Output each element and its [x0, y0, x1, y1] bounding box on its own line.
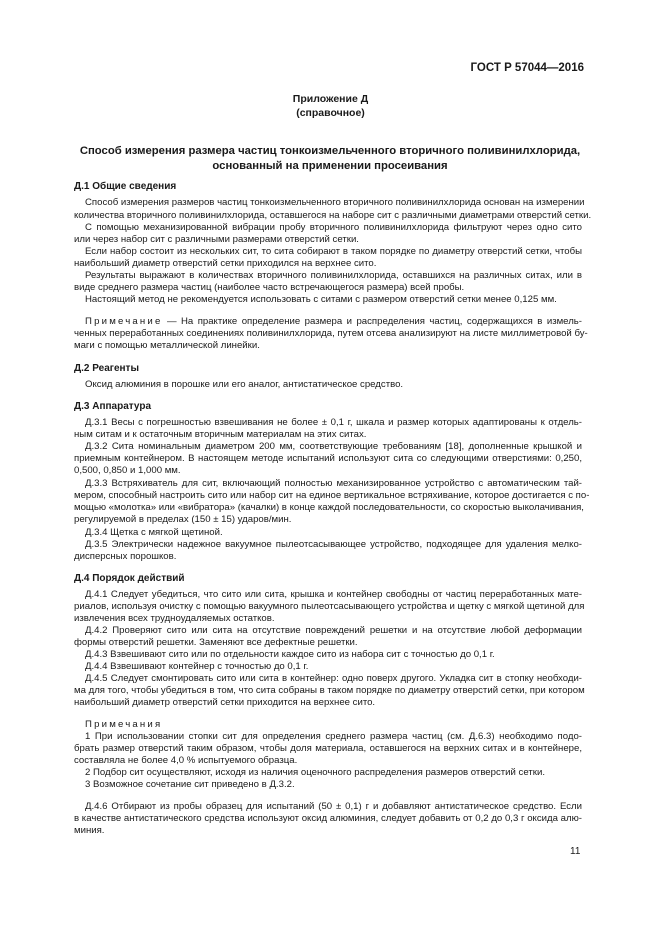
paragraph-line: 0,500, 0,850 и 1,000 мм. [74, 465, 181, 476]
note-line: ченных переработанных соединениях поливинилхлорида, путем отсева анализируют на листе миллиметровой бу- [74, 328, 588, 339]
paragraph-line: Д.4.6 Отбирают из пробы образец для испытаний (50 ± 0,1) г и добавляют антистатическое средство. Если [85, 801, 582, 812]
annex-type: (справочное) [296, 107, 365, 119]
paragraph-line: Д.4.4 Взвешивают контейнер с точностью до 0,1 г. [85, 661, 309, 672]
paragraph-line: Настоящий метод не рекомендуется использовать с ситами с размером отверстий сетки менее 0,125 мм. [85, 294, 557, 305]
note-line: 2 Подбор сит осуществляют, исходя из наличия оценочного распределения размеров отверстий сетки. [85, 767, 545, 778]
paragraph-line: мощью «молотка» или «вибратора» (качалки) в конце каждой последовательности, со скоростью выколачивания, [74, 502, 584, 513]
paragraph-line: Оксид алюминия в порошке или его аналог, антистатическое средство. [85, 379, 404, 390]
section-heading-d1: Д.1 Общие сведения [74, 181, 177, 192]
paragraph-line: мером, способный настроить сито или набор сит на единое вертикальное встряхивание, которое достигается с по- [74, 490, 590, 501]
paragraph-line: регулируемой в пределах (150 ± 15) ударов/мин. [74, 514, 292, 525]
note-label: Примечание [85, 316, 163, 327]
standard-number: ГОСТ Р 57044—2016 [470, 62, 584, 74]
page-number: 11 [570, 846, 581, 857]
paragraph-line: Д.3.5 Электрически надежное вакуумное пылеотсасывающее устройство, подходящее для удаления мелко- [85, 539, 582, 550]
notes-label: Примечания [85, 719, 163, 730]
paragraph-line: Результаты выражают в количествах вторичного поливинилхлорида, оставшихся на различных ситах, или в [85, 270, 582, 281]
paragraph-line: дисперсных порошков. [74, 551, 177, 562]
paragraph-line: Д.4.5 Следует смонтировать сито или сита в контейнер: одно поверх другого. Укладка сит в стопку необходи- [85, 673, 582, 684]
paragraph-line: наибольший диаметр отверстий сетки приходится на верхнее сито. [74, 697, 376, 708]
note-line: брать размер отверстий таким образом, чтобы доля материала, оставшегося на верхних ситах и в контейнере, [74, 743, 582, 754]
section-heading-d2: Д.2 Реагенты [74, 363, 139, 374]
paragraph-line: Способ измерения размеров частиц тонкоизмельченного вторичного поливинилхлорида основан на измерении [85, 197, 585, 208]
paragraph-line: извлечения всех трудноудаляемых остатков. [74, 613, 275, 624]
note-line: маги с помощью металлической линейки. [74, 340, 260, 351]
paragraph-line: Д.4.3 Взвешивают сито или по отдельности каждое сито из набора сит с точностью до 0,1 г. [85, 649, 495, 660]
note-line: 1 При использовании стопки сит для определения среднего размера частиц (см. Д.6.3) необходимо подо- [85, 731, 582, 742]
paragraph-line: приемным контейнером. В настоящем методе испытаний используют сита со следующими отверстиями: 0,250, [74, 453, 582, 464]
paragraph-line: ма для того, чтобы убедиться в том, что сита собраны в таком порядке по диаметру отверстий сетки, при котором [74, 685, 585, 696]
annex-title: Приложение Д [292, 93, 369, 105]
paragraph-line: или через набор сит с различными размерами отверстий сетки. [74, 234, 359, 245]
section-heading-d4: Д.4 Порядок действий [74, 573, 185, 584]
note-line [74, 316, 582, 328]
paragraph-line: виде среднего размера частиц (наиболее часто встречающегося размера) всей пробы. [74, 282, 465, 293]
document-title-line-2: основанный на применении просеивания [212, 160, 448, 172]
paragraph-line: Д.4.2 Проверяют сито или сита на отсутствие повреждений решетки и на отсутствие любой деформации [85, 625, 582, 636]
paragraph-line: формы отверстий решетки. Заменяют все дефектные решетки. [74, 637, 358, 648]
paragraph-line: Д.4.1 Следует убедиться, что сито или сита, крышка и контейнер свободны от частиц переработанных мате- [85, 589, 582, 600]
section-heading-d3: Д.3 Аппаратура [74, 401, 152, 412]
note-text: — На практике определение размера и распределения частиц, содержащихся в измель- [162, 316, 582, 327]
paragraph-line: наибольший диаметр отверстий сетки приходился на верхнее сито. [74, 258, 377, 269]
document-title-line-1: Способ измерения размера частиц тонкоизмельченного вторичного поливинилхлорида, [79, 145, 581, 157]
paragraph-line: Д.3.1 Весы с погрешностью взвешивания не более ± 0,1 г, шкала и размер которых адаптированы к отдель- [85, 417, 582, 428]
paragraph-line: ным ситам и к остаточным вторичным материалам на этих ситах. [74, 429, 367, 440]
note-line: 3 Возможное сочетание сит приведено в Д.3.2. [85, 779, 295, 790]
note-line: составляла не более 4,0 % испытуемого образца. [74, 755, 298, 766]
paragraph-line: риалов, используя очистку с помощью вакуумного пылеотсасывающего устройства и щетку с мягкой щетиной для [74, 601, 585, 612]
paragraph-line: Д.3.3 Встряхиватель для сит, включающий полностью механизированное устройство с автоматическим тай- [85, 478, 582, 489]
paragraph-line: Если набор состоит из нескольких сит, то сита собирают в таком порядке по диаметру отверстий сетки, чтобы [85, 246, 582, 257]
paragraph-line: Д.3.2 Сита номинальным диаметром 200 мм, соответствующие требованиям [18], дополненные крышкой и [85, 441, 582, 452]
paragraph-line: в качестве антистатического средства используют оксид алюминия, следует добавить от 0,2 до 0,3 г оксида алю- [74, 813, 582, 824]
paragraph-line: количества вторичного поливинилхлорида, оставшегося на наборе сит с различными диаметрами отверстий сетки. [74, 210, 592, 221]
paragraph-line: Д.3.4 Щетка с мягкой щетиной. [85, 527, 223, 538]
paragraph-line: С помощью механизированной вибрации пробу вторичного поливинилхлорида фильтруют через одно сито [85, 222, 582, 233]
paragraph-line: миния. [74, 825, 105, 836]
